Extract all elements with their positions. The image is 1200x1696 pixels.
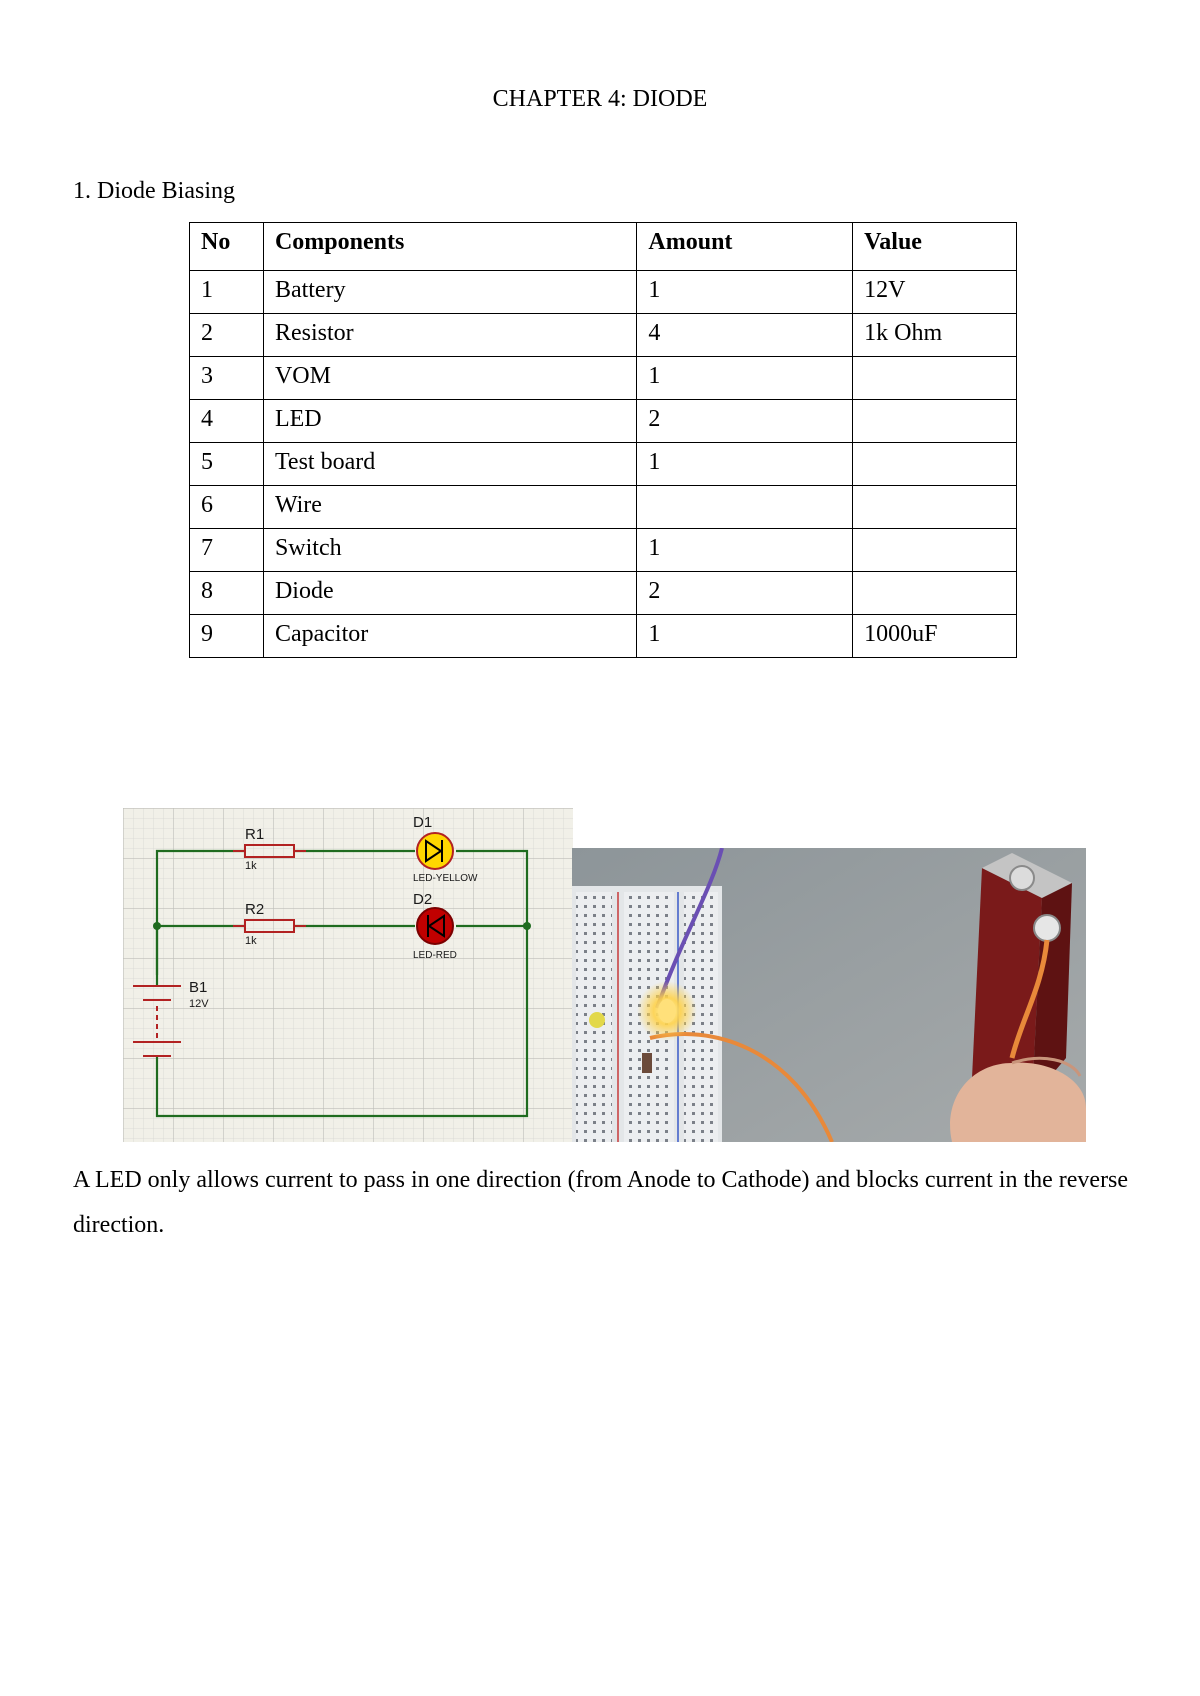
- cell-value: [853, 443, 1017, 486]
- cell-value: [853, 357, 1017, 400]
- header-amount: Amount: [637, 223, 853, 271]
- cell-no: 2: [190, 314, 264, 357]
- cell-component: Test board: [263, 443, 636, 486]
- d1-part: LED-YELLOW: [413, 873, 478, 884]
- cell-amount: 1: [637, 529, 853, 572]
- header-components: Components: [263, 223, 636, 271]
- cell-value: [853, 529, 1017, 572]
- cell-component: Diode: [263, 572, 636, 615]
- cell-value: 1000uF: [853, 615, 1017, 658]
- d1-label: D1: [413, 814, 433, 831]
- b1-value: 12V: [189, 998, 209, 1010]
- led-lit: [658, 999, 676, 1023]
- cell-amount: 2: [637, 400, 853, 443]
- cell-amount: 4: [637, 314, 853, 357]
- table-row: [190, 400, 1017, 443]
- r2-value: 1k: [245, 935, 257, 947]
- junction-left: [153, 922, 161, 930]
- cell-no: 3: [190, 357, 264, 400]
- cell-value: 12V: [853, 271, 1017, 314]
- table-row: [190, 271, 1017, 314]
- cell-value: [853, 400, 1017, 443]
- resistor-photo: [642, 1053, 652, 1073]
- breadboard-photo: [572, 848, 1086, 1142]
- table-row: [190, 486, 1017, 529]
- led-yellow-d1: [417, 833, 453, 869]
- circuit-schematic: [123, 808, 573, 1142]
- cell-amount: [637, 486, 853, 529]
- cell-no: 5: [190, 443, 264, 486]
- r1-value: 1k: [245, 860, 257, 872]
- d2-part: LED-RED: [413, 950, 457, 961]
- r2-label: R2: [245, 901, 265, 918]
- cell-amount: 1: [637, 357, 853, 400]
- cell-component: Resistor: [263, 314, 636, 357]
- cell-no: 8: [190, 572, 264, 615]
- table-row: [190, 314, 1017, 357]
- schematic-grid: [123, 808, 573, 1142]
- explanation-paragraph: A LED only allows current to pass in one direction (from Anode to Cathode) and blocks current in the reverse direction.: [73, 1167, 1129, 1238]
- cell-no: 9: [190, 615, 264, 658]
- chapter-title: CHAPTER 4: DIODE: [492, 86, 708, 112]
- cell-no: 7: [190, 529, 264, 572]
- header-no: No: [190, 223, 264, 271]
- cell-value: [853, 486, 1017, 529]
- table-row: [190, 572, 1017, 615]
- cell-component: LED: [263, 400, 636, 443]
- cell-value: 1k Ohm: [853, 314, 1017, 357]
- table-header-row: [190, 223, 1017, 271]
- cell-component: Capacitor: [263, 615, 636, 658]
- cell-value: [853, 572, 1017, 615]
- d2-label: D2: [413, 891, 433, 908]
- b1-label: B1: [189, 979, 208, 996]
- cell-amount: 1: [637, 615, 853, 658]
- table-row: [190, 443, 1017, 486]
- header-value: Value: [853, 223, 1017, 271]
- cell-component: Wire: [263, 486, 636, 529]
- junction-right: [523, 922, 531, 930]
- cell-amount: 1: [637, 443, 853, 486]
- table-row: [190, 615, 1017, 658]
- r1-label: R1: [245, 826, 265, 843]
- cell-component: VOM: [263, 357, 636, 400]
- table-row: [190, 529, 1017, 572]
- cell-amount: 1: [637, 271, 853, 314]
- cell-no: 1: [190, 271, 264, 314]
- led-red-d2: [417, 908, 453, 944]
- cell-amount: 2: [637, 572, 853, 615]
- cell-component: Battery: [263, 271, 636, 314]
- cell-no: 6: [190, 486, 264, 529]
- section-heading: 1. Diode Biasing: [73, 178, 235, 204]
- cell-component: Switch: [263, 529, 636, 572]
- components-table: [189, 222, 1017, 658]
- led-yellow-off: [589, 1012, 605, 1028]
- cell-no: 4: [190, 400, 264, 443]
- table-row: [190, 357, 1017, 400]
